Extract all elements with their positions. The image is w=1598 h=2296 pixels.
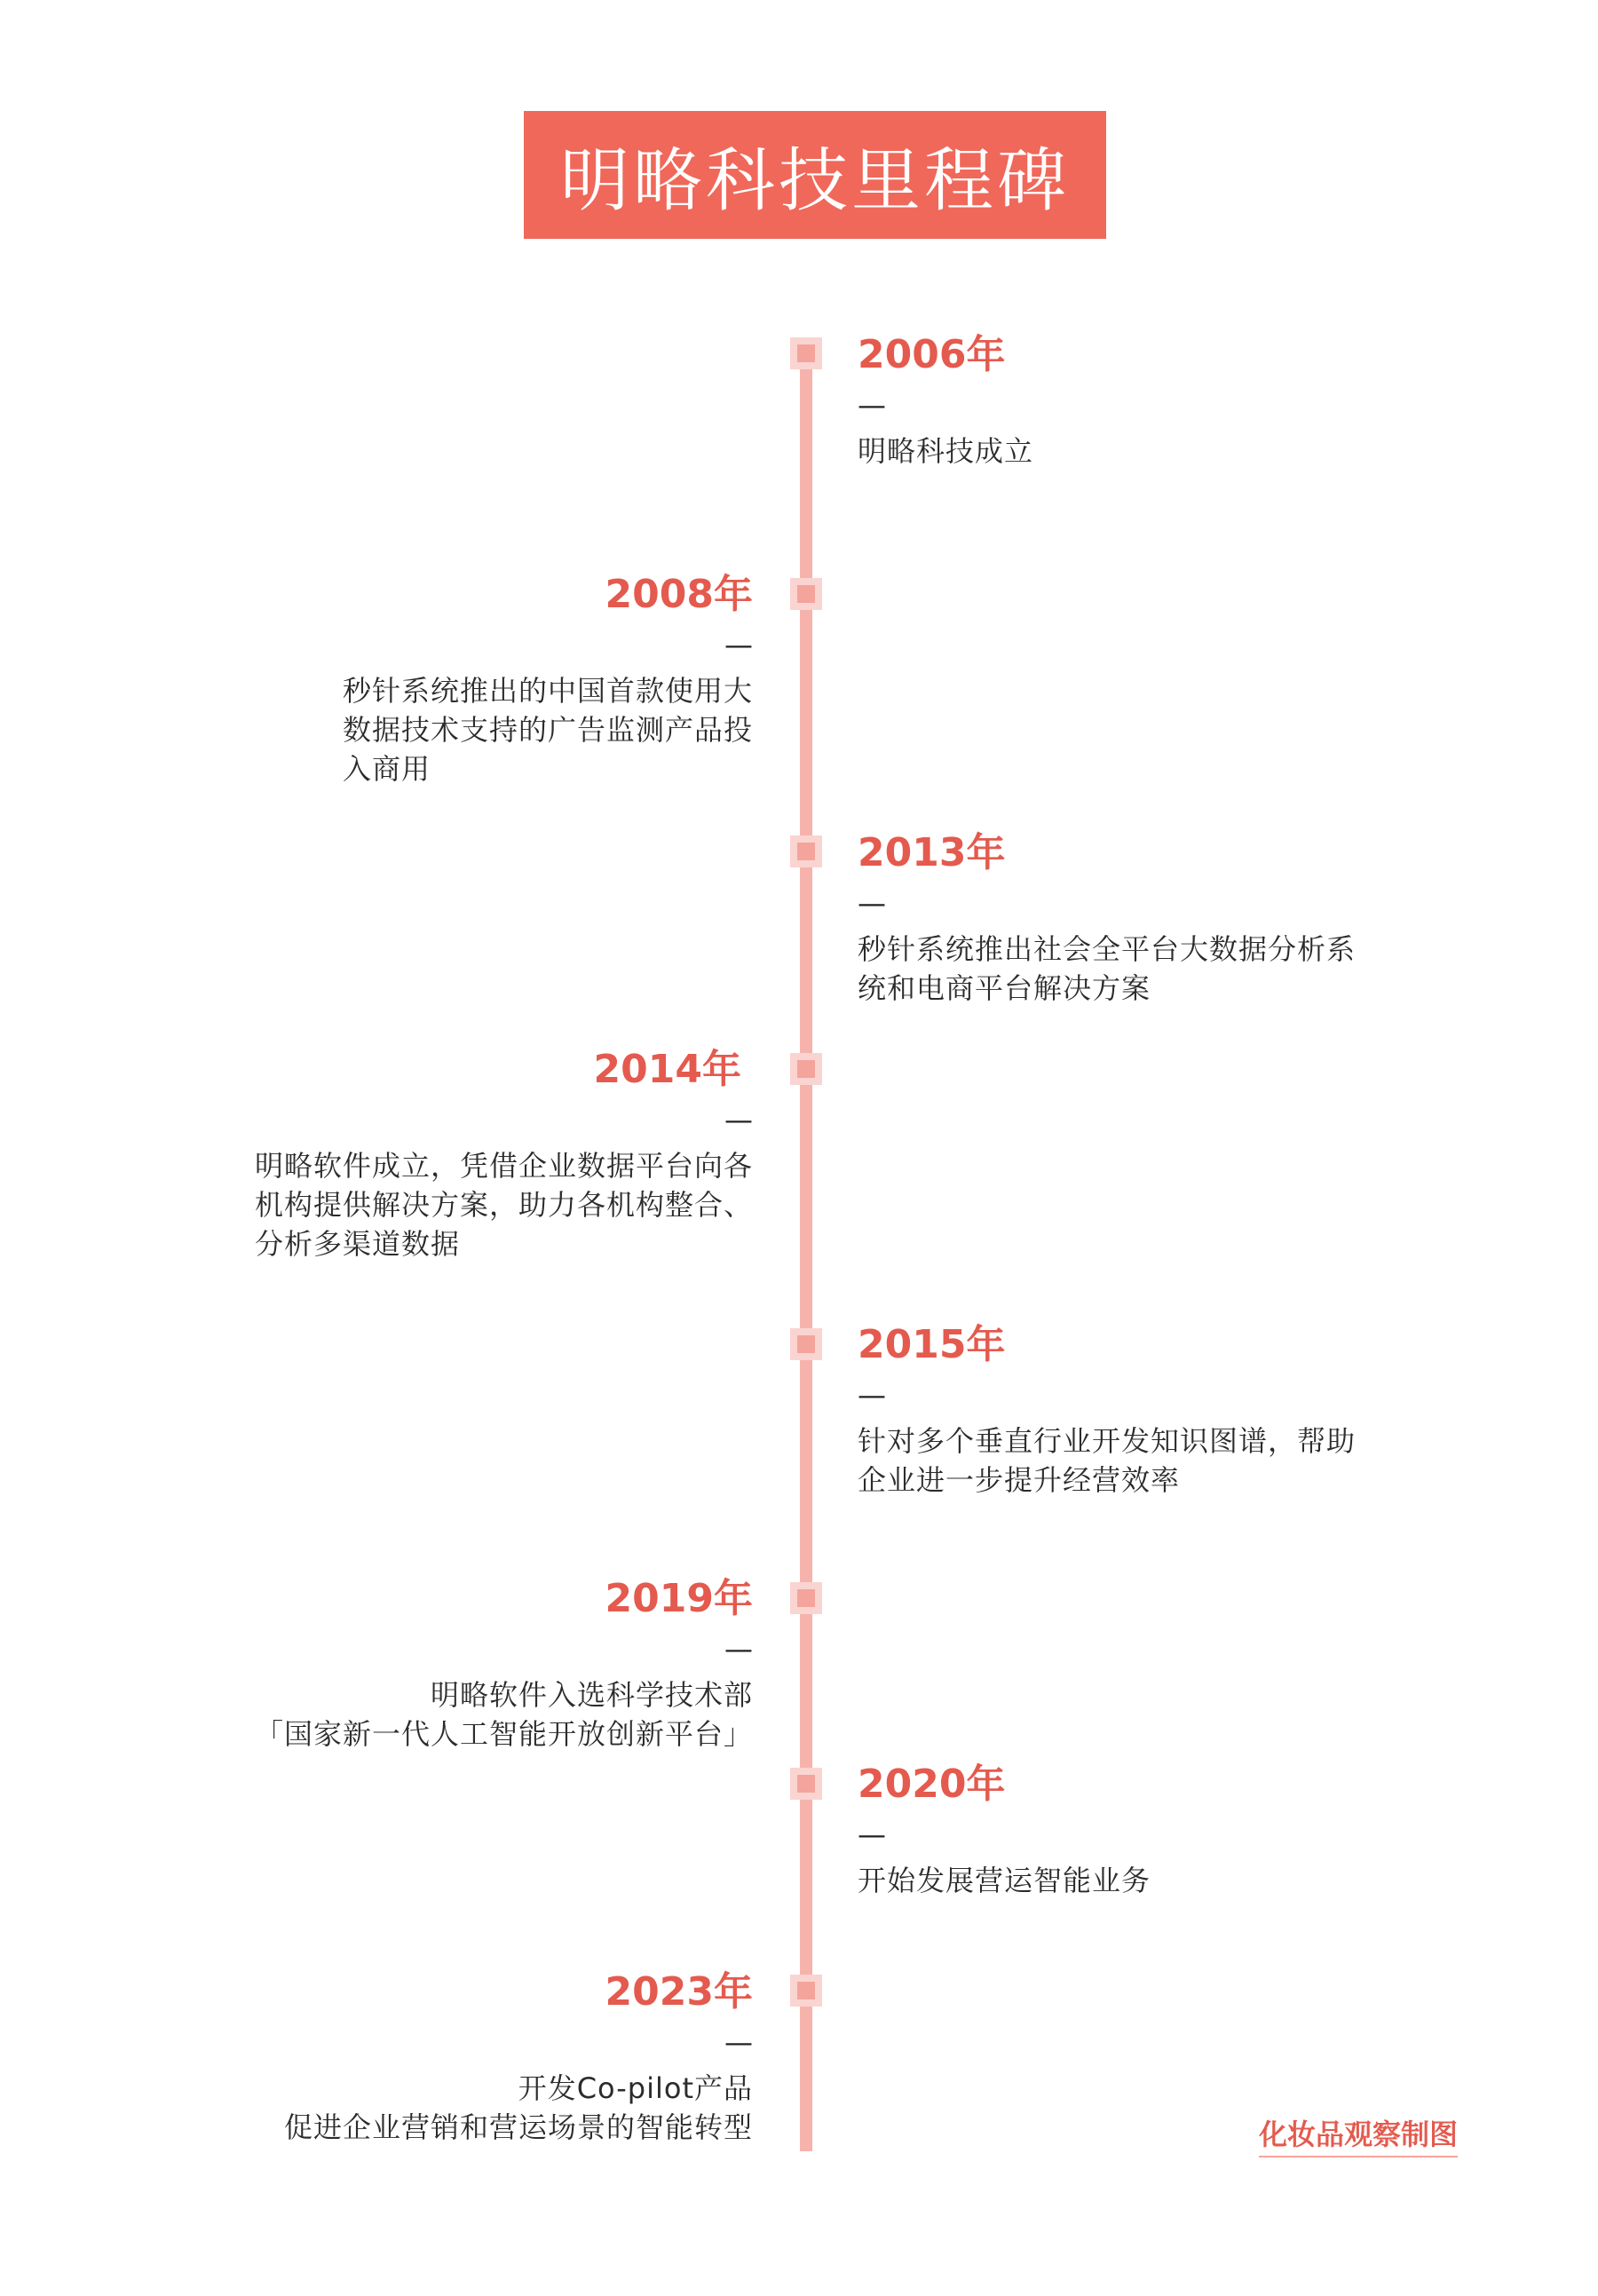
event-year: 2008年 bbox=[605, 572, 753, 617]
timeline-event-2020 bbox=[858, 1760, 1426, 1900]
event-description: 明略科技成立 bbox=[858, 434, 1034, 468]
event-year: 2013年 bbox=[858, 830, 1006, 875]
event-description: 针对多个垂直行业开发知识图谱，帮助 企业进一步提升经营效率 bbox=[858, 1424, 1357, 1497]
event-dash: — bbox=[858, 886, 886, 920]
event-dash: — bbox=[724, 1103, 753, 1136]
timeline-event-2015 bbox=[858, 1320, 1426, 1500]
event-description: 明略软件入选科学技术部 「国家新一代人工智能开放创新平台」 bbox=[254, 1678, 753, 1751]
timeline-event-2023 bbox=[185, 1967, 753, 2147]
timeline-marker-2008 bbox=[790, 578, 822, 610]
event-dash: — bbox=[724, 2025, 753, 2059]
event-year: 2006年 bbox=[858, 332, 1006, 377]
event-year: 2015年 bbox=[858, 1322, 1006, 1367]
event-year: 2014年 bbox=[593, 1047, 741, 1092]
page-title: 明略科技里程碑 bbox=[524, 111, 1106, 239]
timeline-event-2013 bbox=[858, 828, 1426, 1008]
timeline-event-2008 bbox=[185, 570, 753, 788]
timeline-marker-2013 bbox=[790, 835, 822, 867]
timeline-marker-2006 bbox=[790, 337, 822, 369]
timeline-marker-2014 bbox=[790, 1053, 822, 1085]
event-description: 开发Co-pilot产品 促进企业营销和营运场景的智能转型 bbox=[283, 2071, 753, 2144]
source-credit: 化妆品观察制图 bbox=[1259, 2115, 1458, 2157]
timeline-marker-2015 bbox=[790, 1328, 822, 1360]
event-year: 2019年 bbox=[605, 1576, 753, 1621]
event-year: 2023年 bbox=[605, 1969, 753, 2015]
event-dash: — bbox=[858, 388, 886, 422]
timeline-marker-2019 bbox=[790, 1582, 822, 1614]
timeline-event-2014 bbox=[173, 1045, 753, 1263]
event-dash: — bbox=[724, 628, 753, 661]
event-year: 2020年 bbox=[858, 1762, 1006, 1807]
event-dash: — bbox=[858, 1817, 886, 1851]
timeline-marker-2023 bbox=[790, 1975, 822, 2007]
timeline-line bbox=[800, 342, 812, 2151]
event-description: 秒针系统推出社会全平台大数据分析系 统和电商平台解决方案 bbox=[858, 932, 1357, 1005]
timeline-marker-2020 bbox=[790, 1768, 822, 1800]
timeline-event-2006 bbox=[858, 330, 1426, 471]
timeline-event-2019 bbox=[185, 1574, 753, 1754]
event-description: 开始发展营运智能业务 bbox=[858, 1864, 1151, 1897]
event-dash: — bbox=[724, 1632, 753, 1666]
event-description: 明略软件成立，凭借企业数据平台向各 机构提供解决方案，助力各机构整合、 分析多渠道数据 bbox=[254, 1149, 753, 1261]
event-description: 秒针系统推出的中国首款使用大 数据技术支持的广告监测产品投 入商用 bbox=[342, 674, 753, 786]
event-dash: — bbox=[858, 1378, 886, 1412]
